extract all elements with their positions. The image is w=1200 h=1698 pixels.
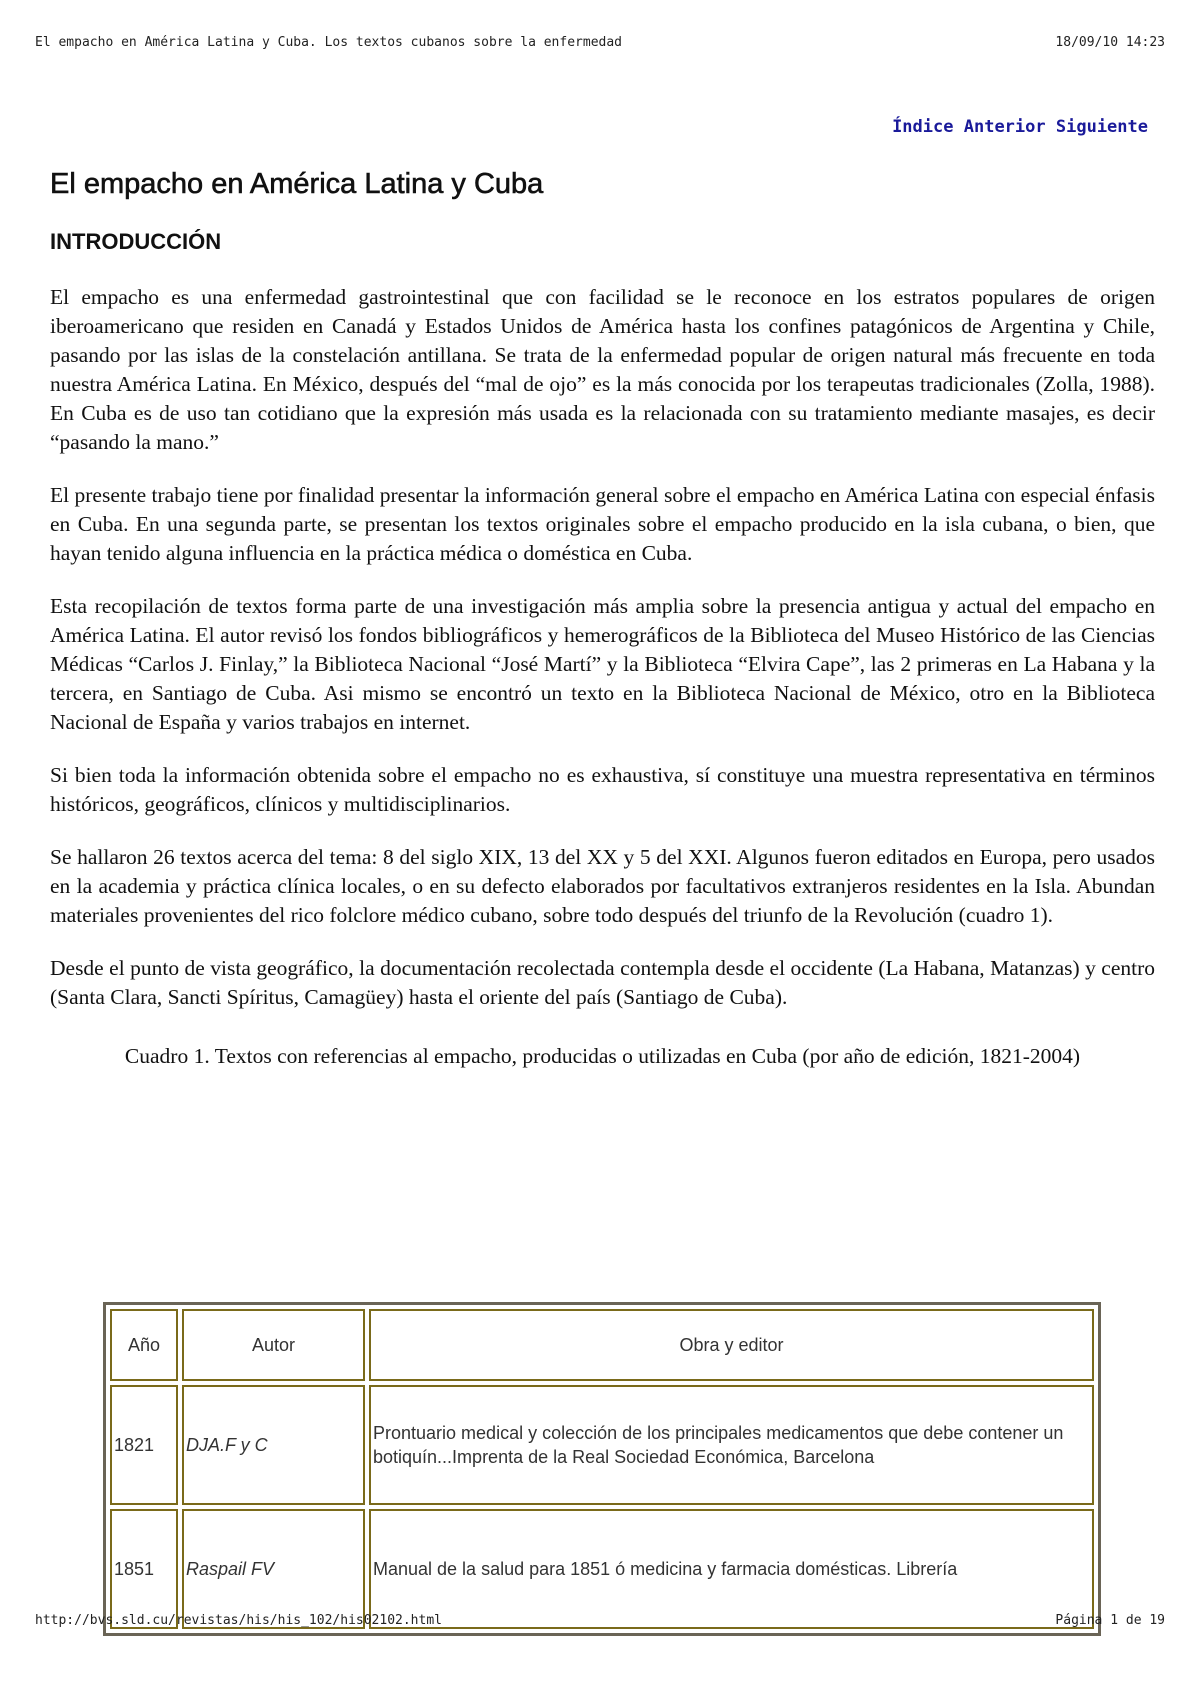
cell-work: Manual de la salud para 1851 ó medicina y farmacia domésticas. Librería xyxy=(369,1509,1094,1629)
nav-previous-link[interactable]: Anterior xyxy=(963,117,1046,137)
cell-year: 1821 xyxy=(110,1385,178,1505)
table-row xyxy=(110,1385,1094,1505)
paragraph: Se hallaron 26 textos acerca del tema: 8 del siglo XIX, 13 del XX y 5 del XXI. Algunos fueron editados en Europa, pero usados en la academia y práctica clínica locales, o en su defecto elaborados por facultativos extranjeros residentes en la Isla. Abundan materiales provenientes del rico folclore médico cubano, sobre todo después del triunfo de la Revolución (cuadro 1). xyxy=(50,845,1155,927)
table-header-row xyxy=(110,1309,1094,1381)
print-datetime: 18/09/10 14:23 xyxy=(1055,35,1165,50)
texts-table xyxy=(103,1302,1101,1636)
print-header xyxy=(35,35,1165,50)
cell-work: Prontuario medical y colección de los principales medicamentos que debe contener un botiquín...Imprenta de la Real Sociedad Económica, Barcelona xyxy=(369,1385,1094,1505)
page-number: Página 1 de 19 xyxy=(1055,1613,1165,1628)
column-header-author: Autor xyxy=(182,1309,365,1381)
paragraph: Esta recopilación de textos forma parte de una investigación más amplia sobre la presencia antigua y actual del empacho en América Latina. El autor revisó los fondos bibliográficos y hemerográficos de la Biblioteca del Museo Histórico de las Ciencias Médicas “Carlos J. Finlay,” la Biblioteca Nacional “José Martí” y la Biblioteca “Elvira Cape”, las 2 primeras en La Habana y la tercera, en Santiago de Cuba. Asi mismo se encontró un texto en la Biblioteca Nacional de México, otro en la Biblioteca Nacional de España y varios trabajos en internet. xyxy=(50,594,1155,734)
table-caption: Cuadro 1. Textos con referencias al empacho, producidas o utilizadas en Cuba (por año de edición, 1821-2004) xyxy=(124,1044,1081,1068)
print-footer xyxy=(35,1613,1165,1628)
paragraph: El presente trabajo tiene por finalidad presentar la información general sobre el empacho en América Latina con especial énfasis en Cuba. En una segunda parte, se presentan los textos originales sobre el empacho producido en la isla cubana, o bien, que hayan tenido alguna influencia en la práctica médica o doméstica en Cuba. xyxy=(50,483,1155,565)
article-content xyxy=(50,168,1155,1071)
cell-author: Raspail FV xyxy=(182,1509,365,1629)
paragraph: El empacho es una enfermedad gastrointestinal que con facilidad se le reconoce en los estratos populares de origen iberoamericano que residen en Canadá y Estados Unidos de América hasta los confines patagónicos de Argentina y Chile, pasando por las islas de la constelación antillana. Se trata de la enfermedad popular de origen natural más frecuente en toda nuestra América Latina. En México, después del “mal de ojo” es la más conocida por los terapeutas tradicionales (Zolla, 1988). En Cuba es de uso tan cotidiano que la expresión más usada es la relacionada con su tratamiento mediante masajes, es decir “pasando la mano.” xyxy=(50,285,1155,454)
nav-next-link[interactable]: Siguiente xyxy=(1055,117,1148,137)
document-title: El empacho en América Latina y Cuba. Los textos cubanos sobre la enfermedad xyxy=(35,35,622,50)
table-row xyxy=(110,1509,1094,1629)
paragraph: Desde el punto de vista geográfico, la documentación recolectada contempla desde el occidente (La Habana, Matanzas) y centro (Santa Clara, Sancti Spíritus, Camagüey) hasta el oriente del país (Santiago de Cuba). xyxy=(50,956,1155,1009)
column-header-year: Año xyxy=(110,1309,178,1381)
column-header-work: Obra y editor xyxy=(369,1309,1094,1381)
article-title: El empacho en América Latina y Cuba xyxy=(50,168,544,200)
cell-author: DJA.F y C xyxy=(182,1385,365,1505)
nav-index-link[interactable]: Índice xyxy=(892,117,954,137)
section-heading: INTRODUCCIÓN xyxy=(50,229,222,254)
paragraph: Si bien toda la información obtenida sobre el empacho no es exhaustiva, sí constituye una muestra representativa en términos históricos, geográficos, clínicos y multidisciplinarios. xyxy=(50,763,1155,816)
table-container xyxy=(103,1302,1101,1579)
cell-year: 1851 xyxy=(110,1509,178,1629)
page-url: http://bvs.sld.cu/revistas/his/his_102/his02102.html xyxy=(35,1613,442,1628)
nav-links xyxy=(892,117,1148,137)
